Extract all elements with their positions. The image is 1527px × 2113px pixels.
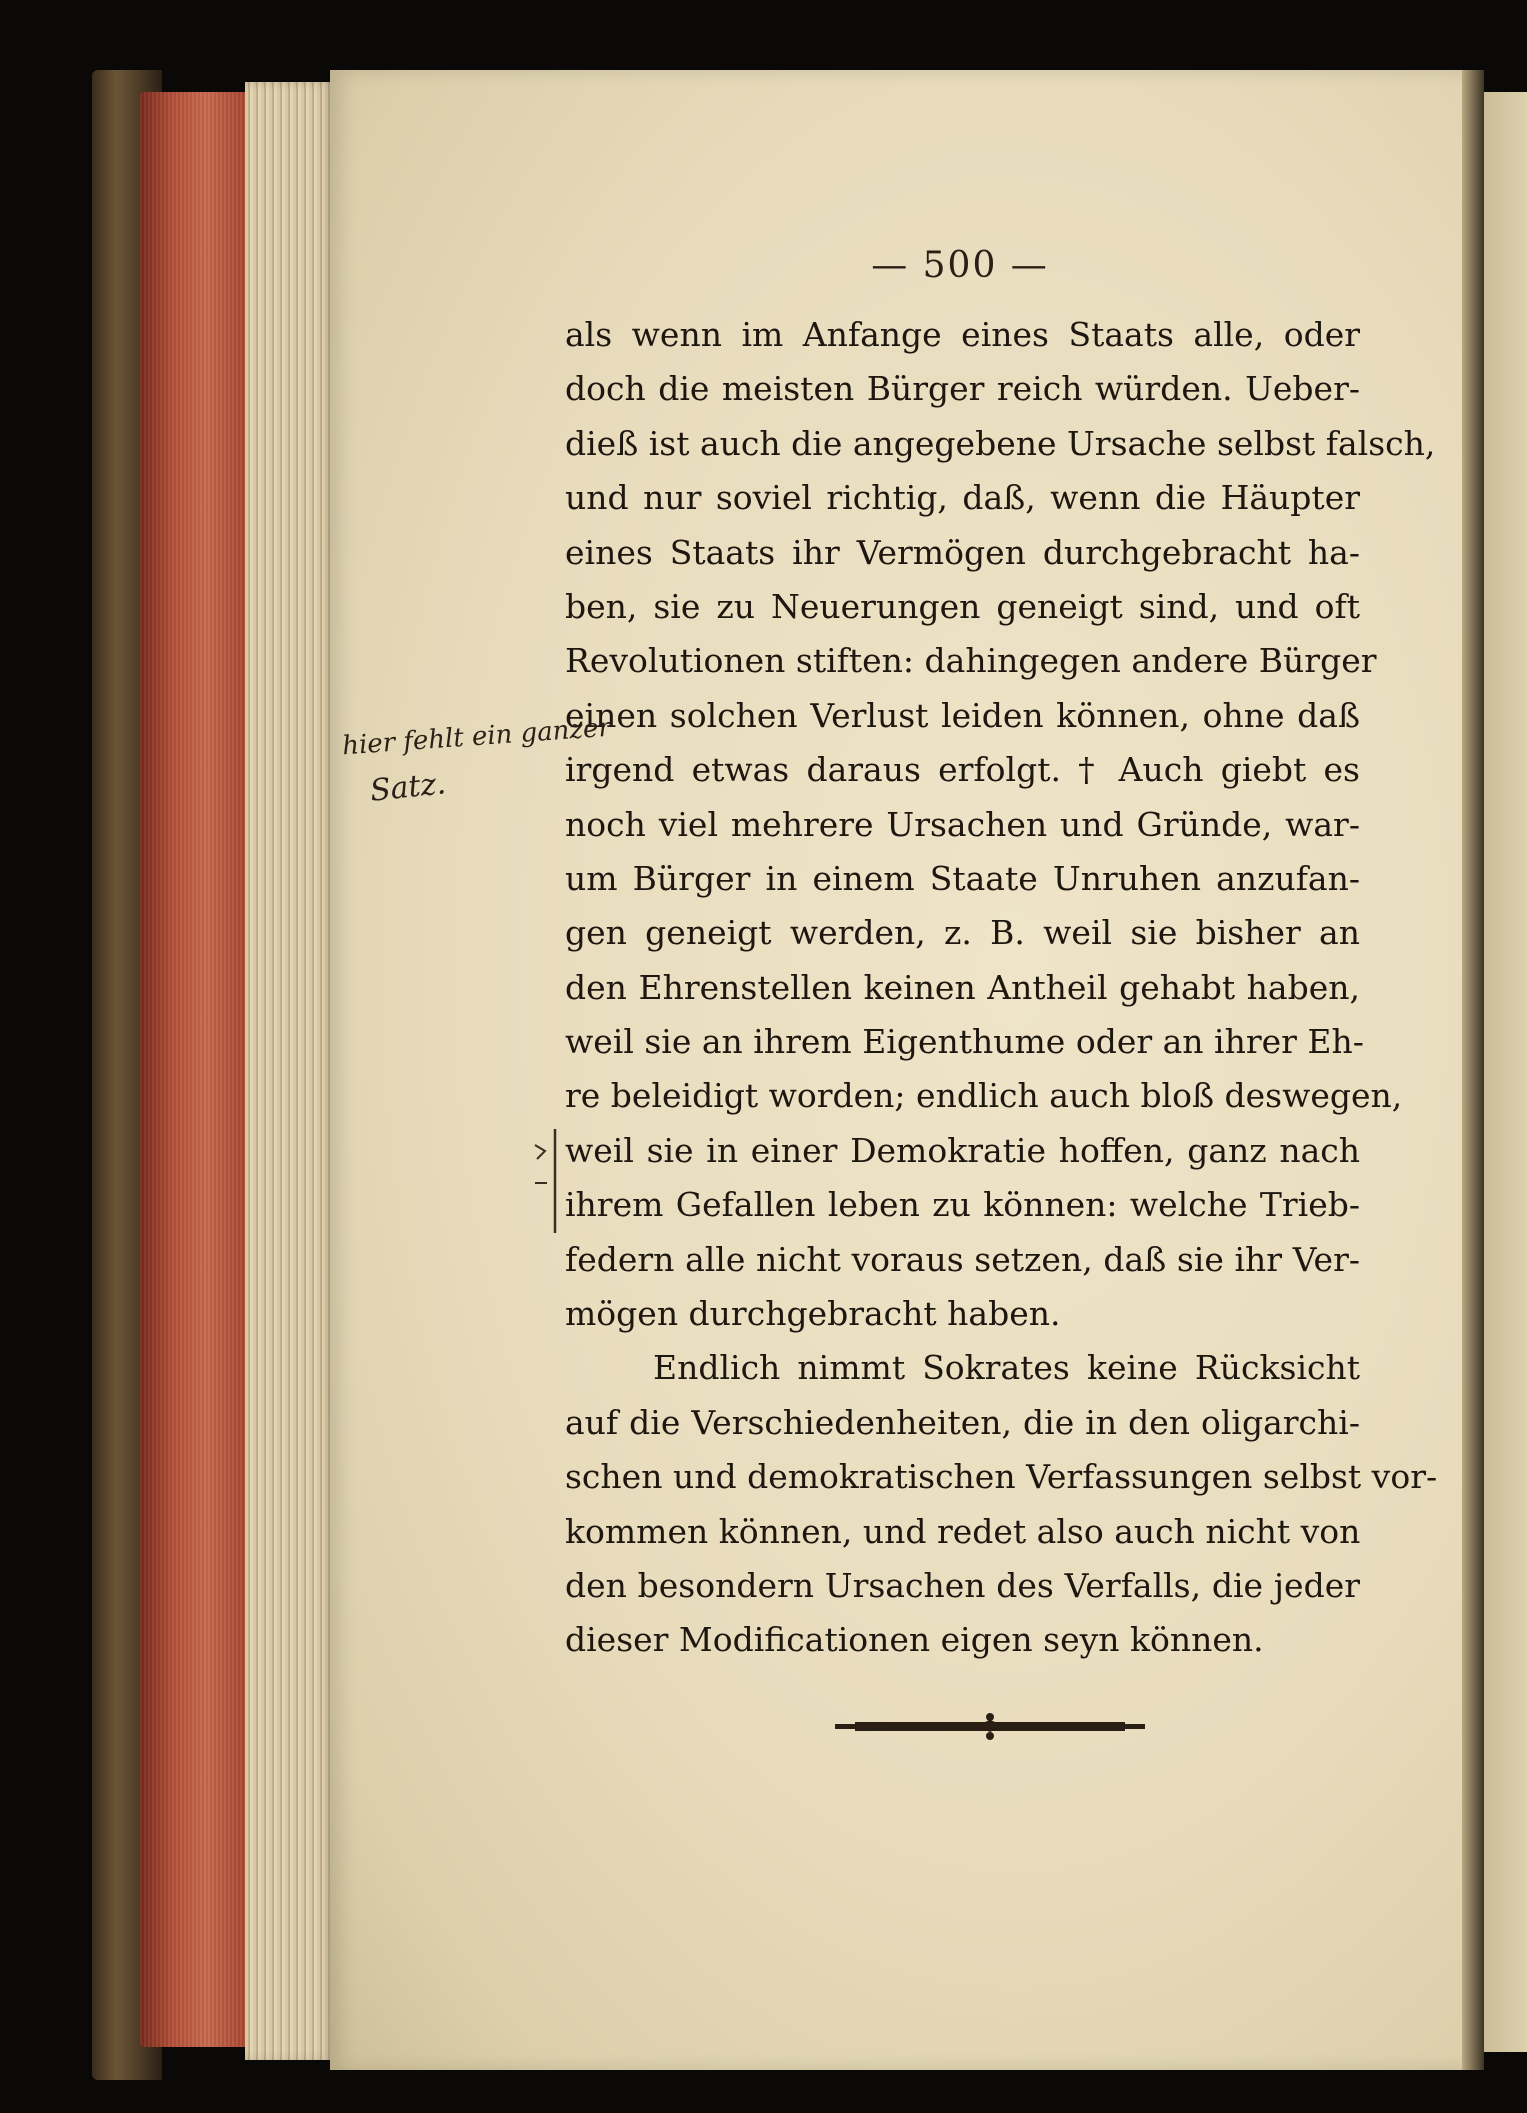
body-text xyxy=(565,308,1438,1668)
margin-note-line: hier fehlt ein ganzer xyxy=(341,712,612,762)
text-line: dieser Modificationen eigen seyn können. xyxy=(565,1620,1264,1660)
text-line: gen geneigt werden, z. B. weil sie bisher an xyxy=(565,913,1360,953)
text-line: auf die Verschiedenheiten, die in den oligarchi- xyxy=(565,1402,1360,1442)
ornamental-divider xyxy=(835,1711,1145,1741)
margin-note-line: Satz. xyxy=(368,766,448,809)
text-line: eines Staats ihr Vermögen durchgebracht ha- xyxy=(565,532,1360,572)
text-line: ihrem Gefallen leben zu können: welche Trieb- xyxy=(565,1185,1360,1225)
text-line: dieß ist auch die angegebene Ursache selbst falsch, xyxy=(565,423,1436,463)
text-line: kommen können, und redet also auch nicht von xyxy=(565,1511,1361,1551)
text-line: weil sie in einer Demokratie hoffen, ganz nach xyxy=(565,1130,1360,1170)
text-line: Endlich nimmt Sokrates keine Rücksicht xyxy=(653,1348,1360,1388)
text-line: federn alle nicht voraus setzen, daß sie ihr Ver- xyxy=(565,1239,1360,1279)
page-stack xyxy=(245,82,335,2060)
text-line: weil sie an ihrem Eigenthume oder an ihrer Eh- xyxy=(565,1022,1364,1062)
text-line: schen und demokratischen Verfassungen selbst vor- xyxy=(565,1457,1438,1497)
text-line: als wenn im Anfange eines Staats alle, oder xyxy=(565,315,1360,354)
text-line: den besondern Ursachen des Verfalls, die jeder xyxy=(565,1565,1360,1605)
page-number: — 500 — xyxy=(871,245,1049,286)
facing-page-edge xyxy=(1484,92,1527,2052)
text-line: mögen durchgebracht haben. xyxy=(565,1294,1061,1334)
text-line: einen solchen Verlust leiden können, ohne daß xyxy=(565,695,1360,735)
text-line: noch viel mehrere Ursachen und Gründe, war- xyxy=(565,804,1360,844)
text-line: und nur soviel richtig, daß, wenn die Häupter xyxy=(565,478,1360,518)
text-line: irgend etwas daraus erfolgt. † Auch giebt es xyxy=(565,750,1360,790)
text-line: ben, sie zu Neuerungen geneigt sind, und oft xyxy=(565,586,1360,626)
text-line: re beleidigt worden; endlich auch bloß deswegen, xyxy=(565,1076,1403,1116)
red-page-edges xyxy=(140,92,250,2047)
handwritten-margin-note xyxy=(340,712,612,822)
book-gutter xyxy=(1462,70,1484,2070)
margin-bracket-mark xyxy=(525,1125,565,1235)
text-line: den Ehrenstellen keinen Antheil gehabt haben, xyxy=(565,967,1360,1007)
text-line: um Bürger in einem Staate Unruhen anzufan- xyxy=(565,858,1360,898)
text-line: doch die meisten Bürger reich würden. Ueber- xyxy=(565,369,1360,409)
text-line: Revolutionen stiften: dahingegen andere Bürger xyxy=(565,641,1377,681)
